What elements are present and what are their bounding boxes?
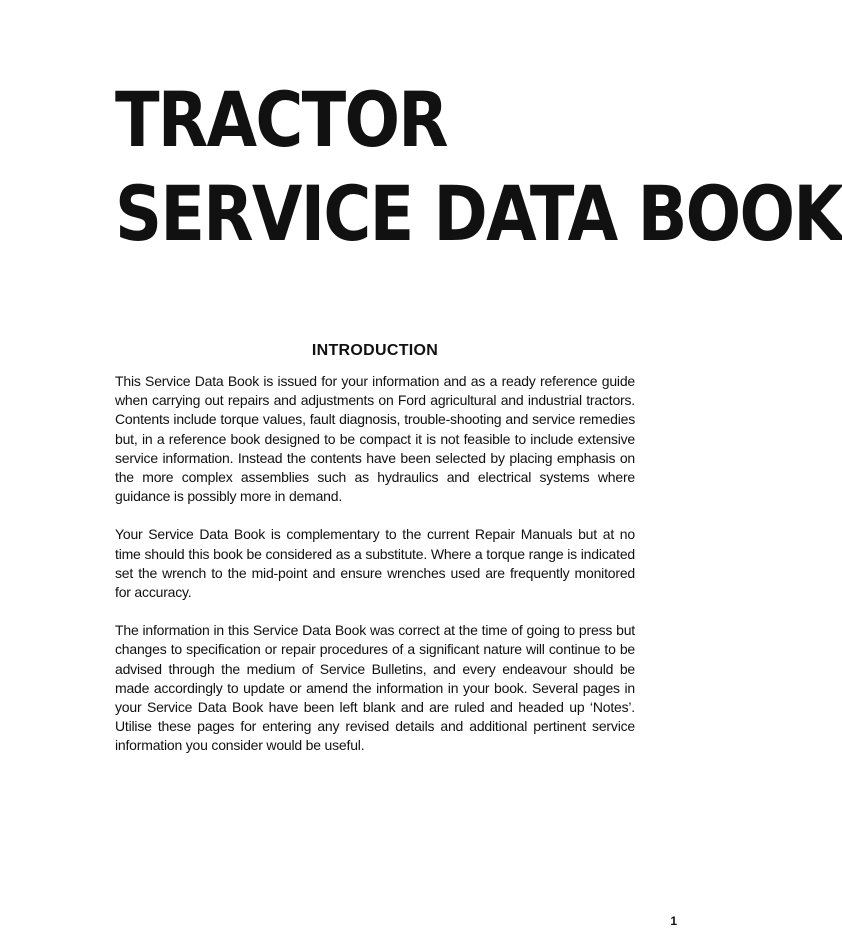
- introduction-body: [115, 372, 635, 775]
- paragraph: Your Service Data Book is complementary to the current Repair Manuals but at no time should this book be considered as a substitute. Where a torque range is indicated set the wrench to the mid-point and ensure wrenches used are frequently monitored for accuracy.: [115, 526, 635, 601]
- document-title-line-2: SERVICE DATA BOOK: [115, 169, 842, 258]
- section-heading: INTRODUCTION: [311, 342, 439, 359]
- paragraph: This Service Data Book is issued for your information and as a ready reference guide when carrying out repairs and adjustments on Ford agricultural and industrial tractors. Contents include torque values, fault diagnosis, trouble-shooting and service remedies but, in a reference book designed to be compact it is not feasible to include extensive service information. Instead the contents have been selected by placing emphasis on the more complex assemblies such as hydraulics and electrical systems where guidance is possibly more in demand.: [115, 373, 635, 505]
- document-title-line-1: TRACTOR: [115, 75, 447, 164]
- paragraph: The information in this Service Data Book was correct at the time of going to press but changes to specification or repair procedures of a significant nature will continue to be advised through the medium of Service Bulletins, and every endeavour should be made accordingly to update or amend the information in your book. Several pages in your Service Data Book have been left blank and are ruled and headed up ‘Notes’. Utilise these pages for entering any revised details and additional pertinent service information you consider would be useful.: [115, 622, 635, 754]
- page-number: 1: [670, 914, 677, 928]
